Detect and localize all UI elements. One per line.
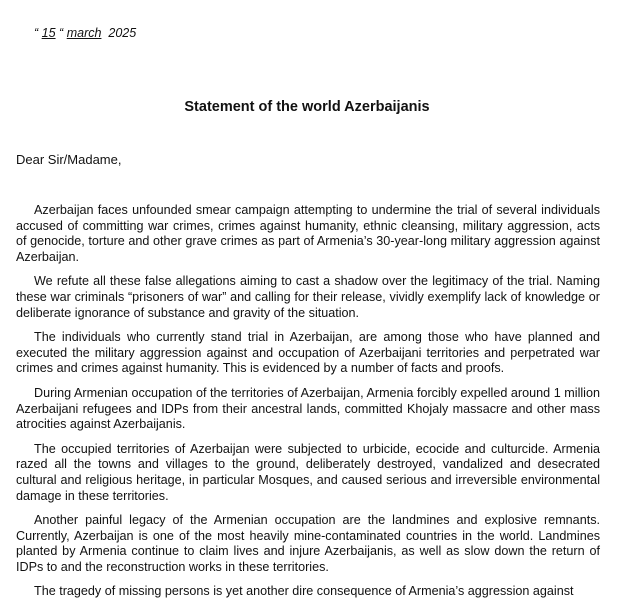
- date-day: 15: [41, 26, 56, 40]
- paragraph: Another painful legacy of the Armenian occupation are the landmines and explosive remnants. Currently, Azerbaijan is one of the most heavily mine-contaminated countries in the world. Landmines planted by Armenia continue to claim lives and injure Azerbaijanis, as well as slow down the return of IDPs to and the reconstruction works in these territories.: [16, 513, 600, 574]
- date-open-quote: “: [34, 26, 39, 40]
- document-title: Statement of the world Azerbaijanis: [184, 99, 430, 115]
- date-line: [34, 26, 136, 40]
- document-body: [16, 203, 600, 600]
- paragraph: The individuals who currently stand trial in Azerbaijan, are among those who have planned and executed the military aggression against and occupation of Azerbaijani territories and perpetrated war crimes and crimes against humanity. This is evidenced by a number of facts and proofs.: [16, 330, 600, 376]
- date-year: 2025: [108, 26, 137, 40]
- paragraph: Azerbaijan faces unfounded smear campaign attempting to undermine the trial of several individuals accused of committing war crimes, crimes against humanity, ethnic cleansing, military aggression, acts of genocide, torture and other grave crimes as part of Armenia’s 30-year-long military aggression against Azerbaijan.: [16, 203, 600, 264]
- paragraph: During Armenian occupation of the territories of Azerbaijan, Armenia forcibly expelled around 1 million Azerbaijani refugees and IDPs from their ancestral lands, committed Khojaly massacre and other mass atrocities against Azerbaijanis.: [16, 385, 600, 432]
- salutation: Dear Sir/Madame,: [16, 152, 122, 167]
- paragraph: We refute all these false allegations aiming to cast a shadow over the legitimacy of the trial. Naming these war criminals “prisoners of war” and calling for their release, vividly exemplify lack of knowledge or deliberate ignorance of substance and gravity of the situation.: [16, 274, 600, 320]
- paragraph: The tragedy of missing persons is yet another dire consequence of Armenia’s aggression against: [34, 584, 574, 599]
- date-month: march: [66, 26, 102, 40]
- paragraph: The occupied territories of Azerbaijan were subjected to urbicide, ecocide and culturcide. Armenia razed all the towns and villages to the ground, deliberately destroyed, vandalized and desecrated cultural and religious heritage, in particular Mosques, and caused serious and irreversible environmental damage in these territories.: [16, 441, 600, 503]
- date-close-quote: “: [59, 26, 64, 40]
